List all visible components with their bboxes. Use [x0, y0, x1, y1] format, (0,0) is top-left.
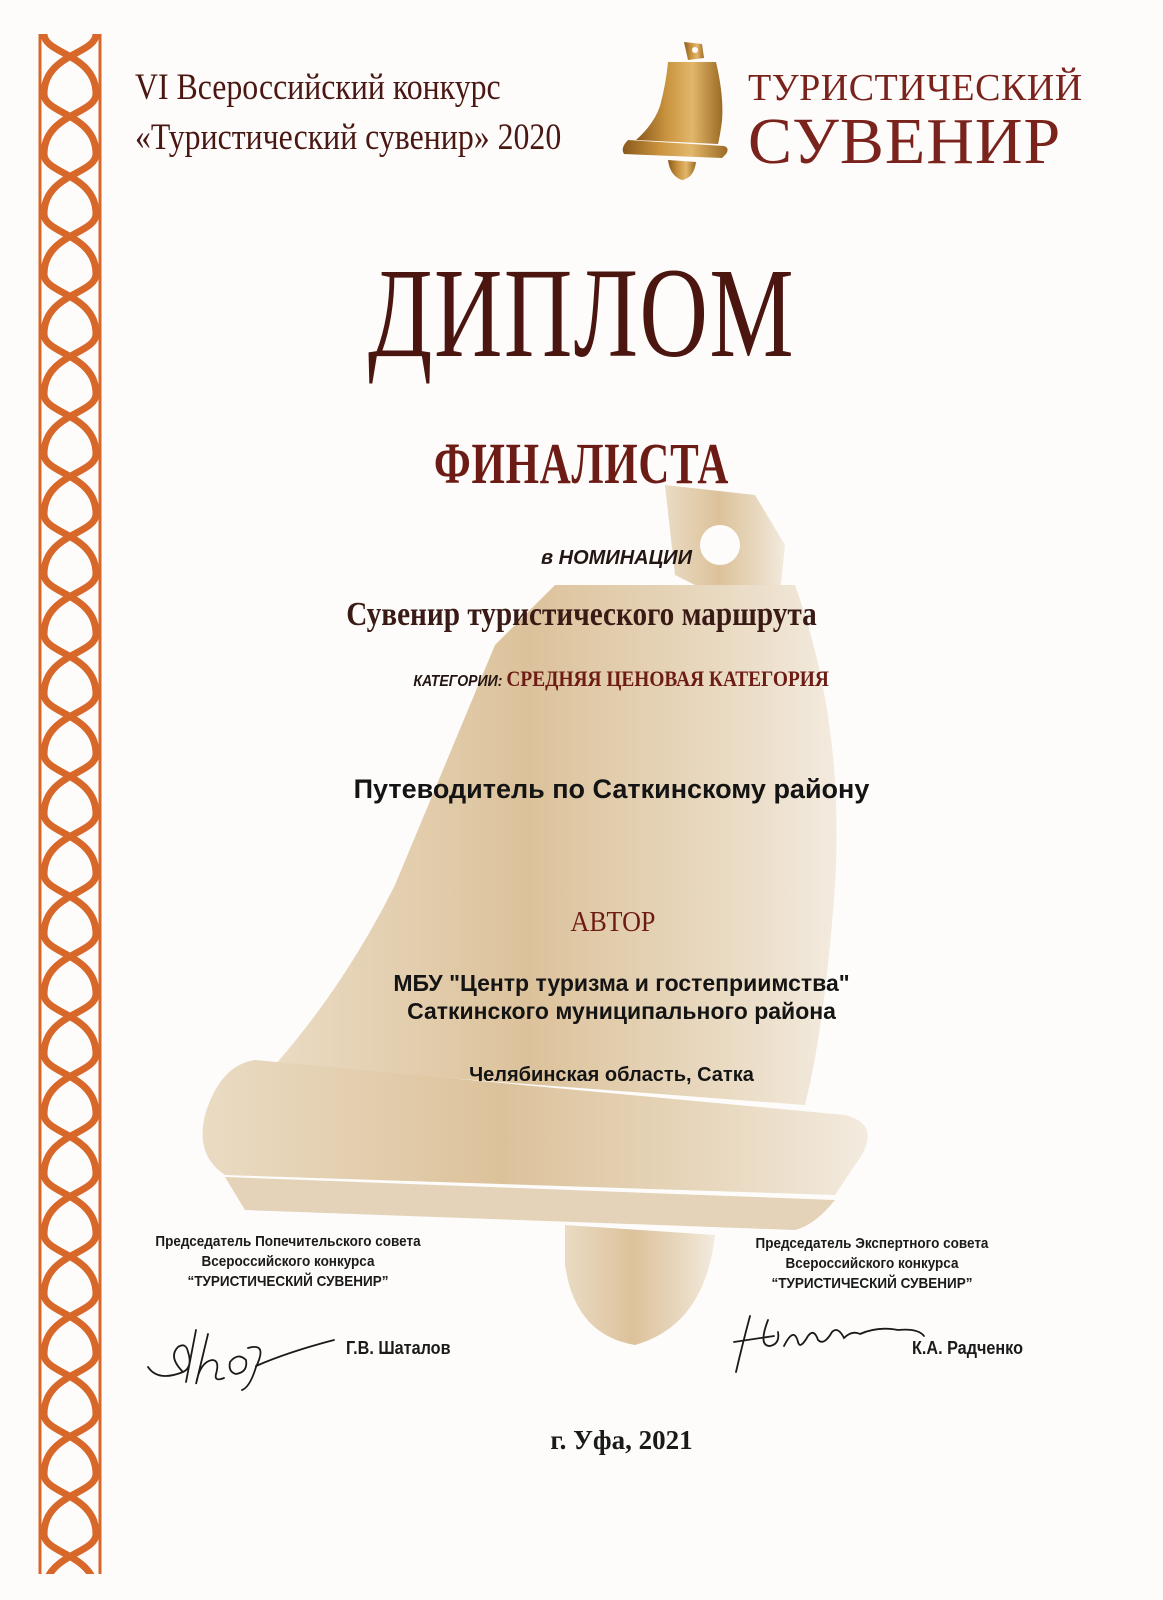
category-label: КАТЕГОРИИ:: [413, 673, 503, 690]
contest-title-line1: VI Всероссийский конкурс: [135, 67, 501, 108]
category-row: [70, 666, 1093, 692]
signature-left-handwriting: [138, 1312, 338, 1392]
contest-title-line2: «Туристический сувенир» 2020: [135, 117, 562, 158]
author-region: Челябинская область, Сатка: [469, 1064, 754, 1086]
signer-title-line1: Председатель Экспертного совета: [755, 1235, 989, 1252]
author-name-line1: МБУ "Центр туризма и гостеприимства": [393, 970, 850, 996]
signature-right-handwriting: [728, 1306, 928, 1376]
signature-block-left: [144, 1232, 432, 1292]
signer-name-right: К.А. Радченко: [912, 1338, 1023, 1358]
signer-title-line3: “ТУРИСТИЧЕСКИЙ СУВЕНИР”: [187, 1273, 389, 1290]
diploma-subtitle: ФИНАЛИСТА: [433, 431, 730, 496]
category-value: СРЕДНЯЯ ЦЕНОВАЯ КАТЕГОРИЯ: [506, 666, 829, 691]
signer-title-line2: Всероссийского конкурса: [785, 1255, 959, 1272]
signer-name-left: Г.В. Шаталов: [346, 1338, 451, 1358]
author-name-line2: Саткинского муниципального района: [407, 998, 836, 1024]
signer-title-line3: “ТУРИСТИЧЕСКИЙ СУВЕНИР”: [771, 1275, 973, 1292]
place-and-year: г. Уфа, 2021: [550, 1425, 693, 1455]
signer-title-line2: Всероссийского конкурса: [201, 1253, 375, 1270]
author-label: АВТОР: [570, 906, 656, 938]
signature-block-right: [728, 1234, 1016, 1294]
nomination-label: в НОМИНАЦИИ: [541, 547, 692, 569]
signer-title-line1: Председатель Попечительского совета: [155, 1233, 421, 1250]
work-title: Путеводитель по Саткинскому району: [353, 774, 870, 804]
bell-logo-icon: [618, 36, 738, 186]
diploma-title: ДИПЛОМ: [367, 242, 796, 384]
logo-text-bottom: СУВЕНИР: [748, 105, 1062, 178]
nomination-name: Сувенир туристического маршрута: [346, 596, 817, 633]
logo-text-top: ТУРИСТИЧЕСКИЙ: [748, 67, 1083, 109]
